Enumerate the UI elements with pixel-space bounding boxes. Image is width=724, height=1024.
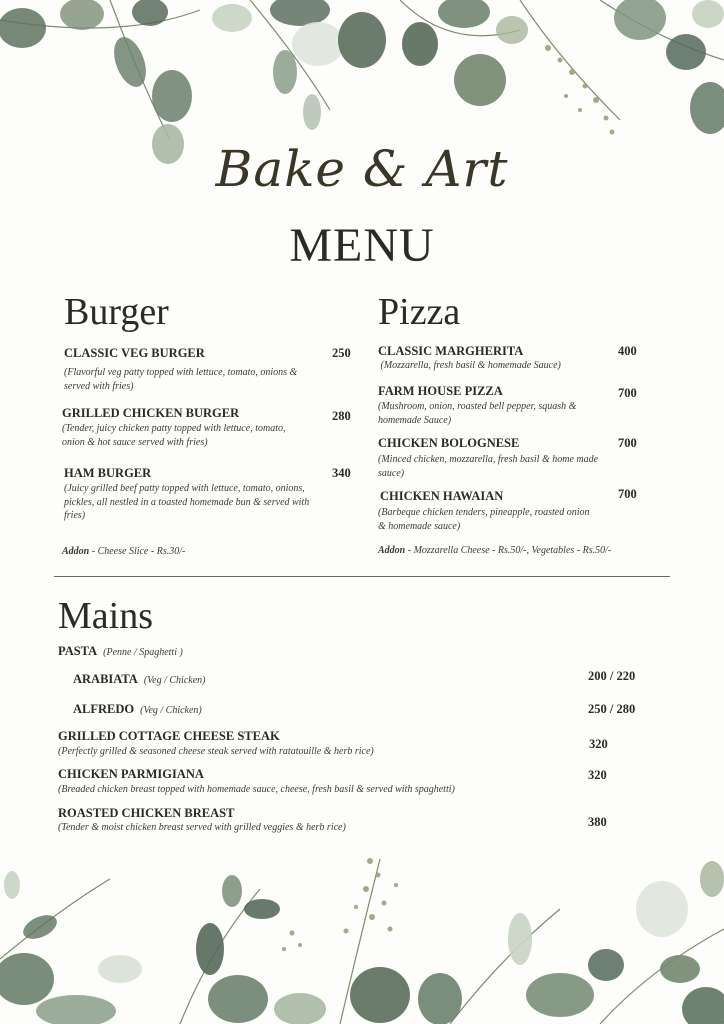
menu-item-price: 700 — [618, 436, 637, 450]
menu-item-price: 200 / 220 — [588, 669, 636, 683]
section-divider — [54, 576, 670, 577]
pizza-section-title: Pizza — [378, 291, 461, 333]
menu-item-price: 250 — [332, 346, 351, 360]
menu-item-description: (Barbeque chicken tenders, pineapple, roasted onion & homemade sauce) — [378, 507, 590, 532]
menu-item-price: 700 — [618, 386, 637, 400]
mains-section-title: Mains — [58, 595, 153, 637]
menu-item-description: (Perfectly grilled & seasoned cheese steak served with ratatouille & herb rice) — [58, 746, 374, 757]
option-variants-note: (Veg / Chicken) — [140, 705, 202, 716]
menu-item-name: ROASTED CHICKEN BREAST — [58, 806, 235, 820]
menu-item-name: ARABIATA — [73, 672, 138, 686]
menu-item-name: FARM HOUSE PIZZA — [378, 384, 503, 398]
pizza-addon-note — [378, 545, 611, 556]
menu-item-name: ALFREDO — [73, 702, 135, 716]
menu-item-price: 320 — [588, 768, 607, 782]
menu-item-description: (Flavorful veg patty topped with lettuce, tomato, onions & served with fries) — [64, 367, 298, 392]
addon-label: Addon — [378, 545, 406, 556]
pasta-option — [73, 702, 202, 717]
addon-label: Addon — [62, 546, 90, 557]
pasta-option — [73, 672, 205, 687]
pasta-item — [58, 644, 183, 659]
menu-item-name: CHICKEN HAWAIAN — [380, 489, 504, 503]
menu-item-name: HAM BURGER — [64, 466, 152, 480]
menu-item-name: CLASSIC MARGHERITA — [378, 344, 524, 358]
menu-item-description: (Minced chicken, mozzarella, fresh basil & home made sauce) — [378, 454, 599, 479]
menu-item-name: PASTA — [58, 644, 98, 658]
pasta-variants-note: (Penne / Spaghetti ) — [103, 647, 183, 658]
menu-item-description: (Mushroom, onion, roasted bell pepper, squash & homemade Sauce) — [378, 401, 577, 426]
menu-item-name: GRILLED CHICKEN BURGER — [62, 406, 240, 420]
menu-item-description: (Breaded chicken breast topped with homemade sauce, cheese, fresh basil & served with spaghetti) — [58, 784, 455, 795]
menu-item-price: 380 — [588, 815, 607, 829]
menu-item-description: (Mozzarella, fresh basil & homemade Sauce) — [378, 360, 561, 371]
option-variants-note: (Veg / Chicken) — [143, 675, 206, 686]
menu-item-price: 700 — [618, 487, 637, 501]
menu-title: MENU — [289, 219, 435, 272]
menu-item-name: CLASSIC VEG BURGER — [64, 346, 205, 360]
menu-item-price: 400 — [618, 344, 637, 358]
burger-section-title: Burger — [64, 291, 169, 333]
menu-item-name: CHICKEN BOLOGNESE — [378, 436, 520, 450]
addon-text: - Mozzarella Cheese - Rs.50/-, Vegetables - Rs.50/- — [405, 545, 612, 556]
menu-item-name: GRILLED COTTAGE CHEESE STEAK — [58, 729, 280, 743]
menu-item-price: 320 — [589, 737, 608, 751]
menu-item-price: 280 — [332, 409, 351, 423]
menu-item-price: 340 — [332, 466, 351, 480]
menu-item-description: (Tender & moist chicken breast served with grilled veggies & herb rice) — [58, 822, 346, 833]
brand-name: Bake & Art — [215, 140, 509, 198]
menu-item-price: 250 / 280 — [588, 702, 636, 716]
menu-item-description: (Tender, juicy chicken patty topped with lettuce, tomato, onion & hot sauce served with fries) — [62, 423, 286, 448]
burger-addon-note — [62, 546, 185, 557]
addon-text: - Cheese Slice - Rs.30/- — [89, 546, 186, 557]
menu-item-description: (Juicy grilled beef patty topped with lettuce, tomato, onions, pickles, all nestled in a toasted homemade bun & served with fries) — [64, 483, 310, 521]
menu-item-name: CHICKEN PARMIGIANA — [58, 767, 204, 781]
bottom-foliage-decoration — [0, 849, 724, 1024]
